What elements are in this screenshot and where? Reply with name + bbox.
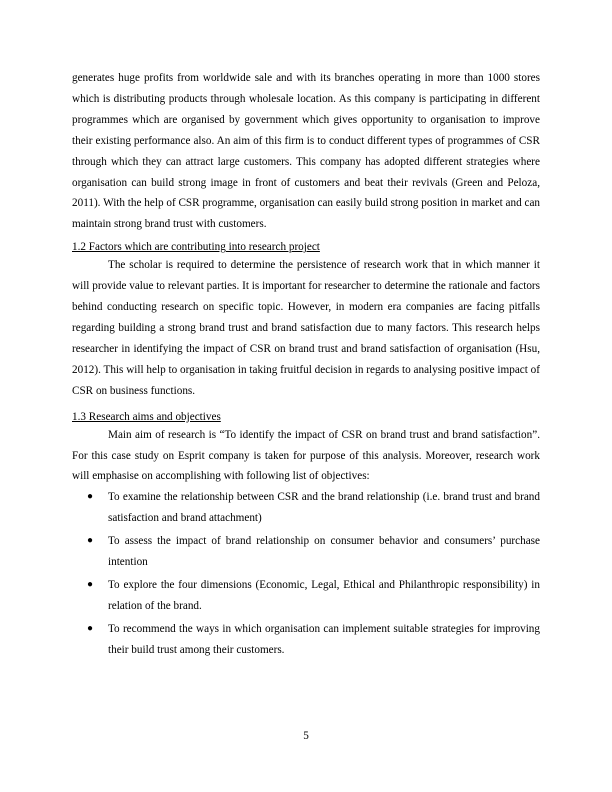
section-1-3-paragraph: Main aim of research is “To identify the impact of CSR on brand trust and brand satisfaction”. For this case study on Esprit company is taken for purpose of this analysis. Moreover, research work will emphasise on accomplishing with following list of objectives: bbox=[72, 428, 540, 483]
objectives-list bbox=[72, 487, 540, 660]
objective-text: To assess the impact of brand relationship on consumer behavior and consumers’ purchase intention bbox=[108, 535, 540, 569]
section-1-2-paragraph: The scholar is required to determine the persistence of research work that in which manner it will provide value to relevant parties. It is important for researcher to determine the rationale and factors behind conducting research on specific topic. However, in modern era companies are facing pitfalls regarding building a strong brand trust and brand satisfaction due to many factors. This research helps researcher in identifying the impact of CSR on brand trust and brand satisfaction of organisation (Hsu, 2012). This will help to organisation in taking fruitful decision in regards to analysing positive impact of CSR on business functions. bbox=[72, 259, 540, 397]
objective-text: To explore the four dimensions (Economic, Legal, Ethical and Philanthropic responsibility) in relation of the brand. bbox=[108, 578, 540, 612]
list-item bbox=[72, 531, 540, 573]
intro-paragraph: generates huge profits from worldwide sale and with its branches operating in more than 1000 stores which is distributing products through wholesale location. As this company is participating in different programmes which are organised by government which gives opportunity to organisation to improve their existing performance also. An aim of this firm is to conduct different types of programmes of CSR through which they can attract large customers. This company has adopted different strategies where organisation can build strong image in front of customers and beat their revivals (Green and Peloza, 2011). With the help of CSR programme, organisation can easily build strong position in market and can maintain strong brand trust with customers. bbox=[72, 72, 540, 231]
page-number: 5 bbox=[303, 730, 309, 742]
list-item bbox=[72, 575, 540, 617]
section-heading-1-3: 1.3 Research aims and objectives bbox=[72, 410, 221, 423]
bullet-icon: ● bbox=[87, 578, 94, 590]
bullet-icon: ● bbox=[87, 622, 94, 634]
bullet-icon: ● bbox=[87, 491, 94, 503]
list-item bbox=[72, 487, 540, 529]
bullet-icon: ● bbox=[87, 535, 94, 547]
objective-text: To examine the relationship between CSR and the brand relationship (i.e. brand trust and brand satisfaction and brand attachment) bbox=[108, 491, 540, 525]
document-page bbox=[72, 68, 540, 661]
section-heading-1-2: 1.2 Factors which are contributing into research project bbox=[72, 241, 320, 254]
objective-text: To recommend the ways in which organisation can implement suitable strategies for improving their build trust among their customers. bbox=[108, 622, 540, 656]
list-item bbox=[72, 619, 540, 661]
